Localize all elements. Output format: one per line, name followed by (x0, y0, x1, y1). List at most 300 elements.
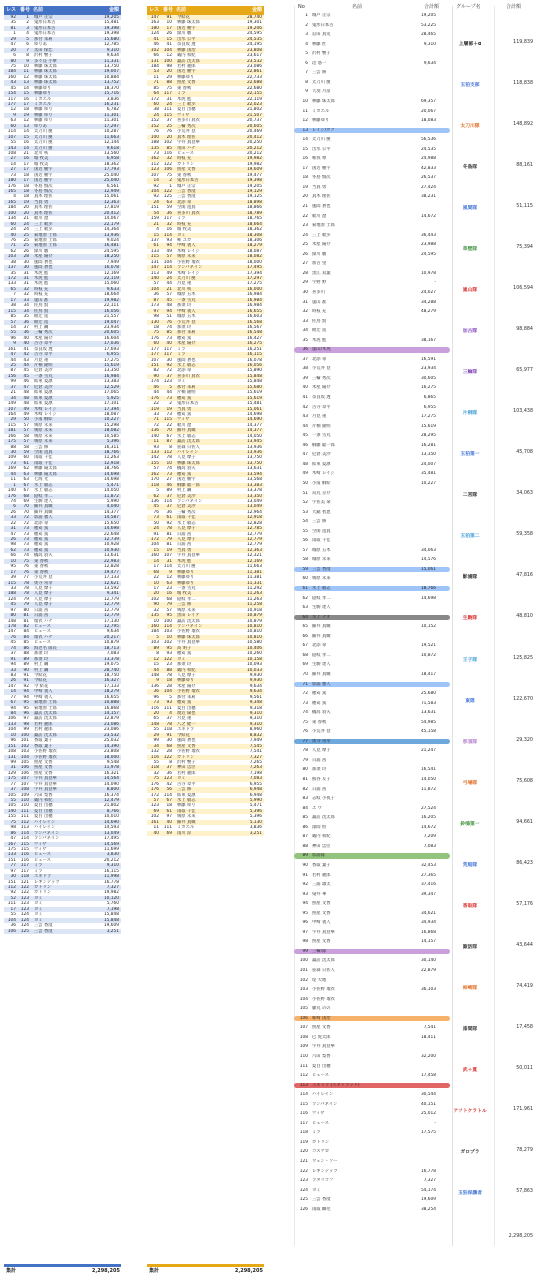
amount-cell: 3,830 (106, 852, 119, 858)
member-name: 三雲 修 (312, 519, 327, 525)
name-cell: 東 春秋 (34, 564, 49, 570)
name-cell: 木崎 レイジ (34, 406, 57, 412)
right-header-total[interactable]: 合計額 (424, 4, 440, 10)
amount-cell: 22,179 (103, 221, 119, 227)
member-row[interactable] (294, 70, 450, 75)
member-row[interactable] (294, 481, 450, 486)
left-ranking-table (4, 6, 121, 934)
res-cell: 45 (10, 602, 16, 608)
name-cell: 六田 梨香 (34, 792, 53, 798)
res-cell: 29 (10, 36, 16, 42)
member-row[interactable] (294, 529, 450, 534)
res-cell: 140 (150, 276, 159, 281)
amount-cell: 9,633 (106, 286, 119, 292)
group-name[interactable]: 影浦隊 (462, 575, 478, 581)
number-cell: 61 (166, 808, 172, 814)
amount-cell: 19,125 (246, 194, 262, 200)
member-total: 16,868 (420, 929, 436, 935)
res-cell: 136 (150, 428, 159, 434)
member-row[interactable] (294, 261, 450, 266)
group-name[interactable]: 弓場隊 (462, 780, 478, 786)
group-name[interactable]: アフトクラトル (453, 1108, 487, 1114)
member-name: 水上 敏志 (312, 586, 331, 591)
member-row[interactable] (294, 385, 450, 390)
number-cell: 67 (23, 482, 29, 488)
amount-cell: 17,495 (103, 836, 119, 842)
member-row[interactable] (294, 605, 450, 610)
name-cell: 菊地原 士郎 (34, 705, 57, 711)
member-row[interactable] (294, 767, 450, 772)
member-row[interactable] (294, 242, 450, 247)
member-row[interactable] (294, 958, 450, 963)
group-name[interactable]: 鈴鳴第一 (460, 821, 480, 827)
res-cell: 167 (7, 841, 16, 847)
number-cell: 14 (23, 129, 29, 135)
member-row[interactable] (294, 89, 450, 94)
group-name[interactable]: 冬島隊 (462, 165, 478, 171)
member-total: 38,167 (420, 337, 436, 343)
member-row[interactable] (294, 204, 450, 209)
member-row[interactable] (294, 853, 450, 858)
member-row[interactable] (294, 109, 450, 114)
member-name: 忍田 真史 (312, 32, 331, 38)
number-cell: 36 (166, 210, 172, 216)
group-name[interactable]: 上層部＋α (458, 42, 482, 47)
res-cell: 61 (153, 243, 159, 249)
member-row[interactable] (294, 42, 450, 47)
res-cell: 81 (10, 25, 16, 31)
name-cell: 鳩原 未来 (177, 607, 196, 613)
amount-cell: 7,327 (106, 885, 119, 890)
header-amount[interactable]: 金額 (251, 7, 262, 13)
member-row[interactable] (294, 911, 450, 916)
amount-cell: 11,301 (103, 118, 119, 124)
member-row[interactable] (294, 691, 450, 696)
member-name: レイジ/ガク (312, 127, 335, 133)
group-name[interactable]: 片桐隊 (462, 411, 478, 417)
member-row[interactable] (294, 128, 450, 133)
member-name: 出水 公平 (312, 146, 331, 152)
member-row[interactable] (294, 624, 450, 629)
res-cell: 91 (10, 656, 16, 662)
number-cell: 20 (23, 205, 29, 211)
res-cell: 11 (10, 477, 16, 483)
member-row[interactable] (294, 863, 450, 868)
member-row[interactable] (294, 1102, 450, 1107)
member-name: 藤丸 のの (312, 1006, 331, 1012)
member-row[interactable] (294, 500, 450, 505)
member-row[interactable] (294, 1054, 450, 1059)
number-cell: 20 (166, 69, 172, 75)
member-row[interactable] (294, 920, 450, 925)
res-cell: 46 (153, 42, 159, 48)
member-row[interactable] (294, 1197, 450, 1202)
member-row[interactable] (294, 567, 450, 572)
number-cell: 111 (20, 808, 29, 814)
member-row[interactable] (294, 510, 450, 515)
member-row[interactable] (294, 796, 450, 801)
number-cell: 21 (23, 216, 29, 222)
member-row[interactable] (294, 252, 450, 257)
member-row[interactable] (294, 462, 450, 467)
member-total: 36,443 (420, 232, 436, 238)
header-name[interactable]: 名前 (176, 7, 187, 13)
member-row[interactable] (294, 214, 450, 219)
left-total-label: 集計 (6, 1268, 17, 1274)
member-row[interactable] (294, 662, 450, 667)
member-row[interactable] (294, 1064, 450, 1069)
res-cell: 175 (7, 776, 16, 782)
member-row[interactable] (294, 710, 450, 715)
member-row[interactable] (294, 471, 450, 476)
amount-cell: 15,619 (103, 363, 119, 368)
number-cell: 123 (20, 895, 29, 901)
member-row[interactable] (294, 452, 450, 457)
member-name: 柿崎 国治 (312, 1015, 331, 1021)
amount-cell: 24,595 (103, 248, 119, 254)
member-number: 102 (299, 977, 308, 983)
member-row[interactable] (294, 80, 450, 85)
amount-cell: 16,567 (246, 324, 262, 330)
member-row[interactable] (294, 1016, 450, 1021)
group-name[interactable]: 王子隊 (462, 657, 478, 663)
header-amount[interactable]: 金額 (108, 7, 119, 13)
member-row[interactable] (294, 137, 450, 142)
member-row[interactable] (294, 1140, 450, 1145)
member-row[interactable] (294, 548, 450, 553)
amount-cell: 11,872 (103, 493, 119, 499)
amount-cell: 15,890 (246, 368, 262, 374)
amount-cell: 7,327 (249, 754, 262, 760)
amount-cell: 14,090 (103, 781, 119, 787)
group-name[interactable]: 荒船隊 (462, 862, 478, 868)
member-name: 生駒 達人 (312, 605, 331, 611)
amount-cell: 15,061 (246, 406, 262, 412)
member-total: 71,583 (420, 700, 436, 706)
group-name[interactable]: 玉狛保護者 (458, 1190, 482, 1196)
header-res[interactable]: レス (149, 7, 159, 13)
member-row[interactable] (294, 424, 450, 429)
member-row[interactable] (294, 32, 450, 37)
member-row[interactable] (294, 357, 450, 362)
member-name: 若村 麓郎 (312, 872, 331, 878)
member-row[interactable] (294, 443, 450, 448)
res-cell: 177 (150, 352, 159, 358)
number-cell: 25 (23, 237, 29, 243)
group-name[interactable]: 東隊 (465, 698, 475, 704)
right-header-group-total[interactable]: 合計額 (506, 4, 522, 10)
res-cell: 21 (153, 221, 159, 227)
name-cell: ランバネイン (177, 624, 203, 629)
member-row[interactable] (294, 328, 450, 333)
number-cell: 109 (20, 792, 29, 798)
res-cell: 33 (10, 585, 16, 591)
group-name[interactable]: 香取隊 (462, 903, 478, 909)
header-number[interactable]: 番号 (20, 7, 31, 13)
number-cell: 115 (163, 417, 172, 423)
member-number: 45 (302, 433, 308, 439)
number-cell: 5 (169, 694, 172, 700)
member-row[interactable] (294, 414, 450, 419)
member-number: 77 (302, 738, 308, 744)
member-row[interactable] (294, 586, 450, 591)
number-cell: 125 (163, 194, 172, 200)
member-row[interactable] (294, 175, 450, 180)
member-row[interactable] (294, 643, 450, 648)
member-row[interactable] (294, 1188, 450, 1193)
member-row[interactable] (294, 51, 450, 56)
number-cell: 2 (169, 401, 172, 407)
number-cell: 29 (166, 74, 172, 80)
table-row[interactable] (147, 831, 264, 836)
left-total-value: 2,298,205 (91, 1268, 120, 1274)
amount-cell: 16,984 (246, 292, 262, 298)
member-row[interactable] (294, 930, 450, 935)
res-cell: 20 (10, 47, 16, 53)
number-cell: 23 (166, 662, 172, 668)
member-row[interactable] (294, 309, 450, 314)
group-name[interactable]: 太刀川隊 (460, 124, 480, 130)
member-name: 綾辻 遥 (312, 328, 327, 334)
member-row[interactable] (294, 395, 450, 400)
member-row[interactable] (294, 1149, 450, 1154)
member-row[interactable] (294, 787, 450, 792)
member-row[interactable] (294, 366, 450, 371)
member-row[interactable] (294, 834, 450, 839)
member-row[interactable] (294, 538, 450, 543)
member-total (388, 538, 438, 543)
member-row[interactable] (294, 491, 450, 496)
header-res[interactable]: レス (6, 7, 16, 13)
member-row[interactable] (294, 1111, 450, 1116)
member-row[interactable] (294, 729, 450, 734)
member-row[interactable] (294, 701, 450, 706)
member-row[interactable] (294, 156, 450, 161)
group-name[interactable]: 玉狛第二 (460, 534, 480, 540)
member-number: 35 (302, 337, 308, 343)
group-name[interactable]: 生駒隊 (462, 616, 478, 622)
header-name[interactable]: 名前 (33, 7, 44, 13)
name-cell: 照屋 文香 (177, 167, 196, 173)
member-row[interactable] (294, 99, 450, 104)
member-row[interactable] (294, 290, 450, 295)
member-number: 48 (302, 461, 308, 467)
member-row[interactable] (294, 1035, 450, 1040)
member-row[interactable] (294, 347, 450, 352)
member-row[interactable] (294, 901, 450, 906)
member-row[interactable] (294, 653, 450, 658)
member-row[interactable] (294, 376, 450, 381)
group-name[interactable]: 加古隊 (462, 329, 478, 335)
number-cell: 79 (166, 537, 172, 542)
member-row[interactable] (294, 720, 450, 725)
amount-cell: 16,078 (246, 357, 262, 363)
member-row[interactable] (294, 13, 450, 18)
member-row[interactable] (294, 987, 450, 992)
amount-cell: 14,690 (103, 819, 119, 825)
member-row[interactable] (294, 672, 450, 677)
group-name[interactable]: 那須隊 (462, 739, 478, 745)
member-total: 19,521 (420, 643, 436, 649)
res-cell: 155 (7, 814, 16, 820)
member-row[interactable] (294, 949, 450, 954)
member-row[interactable] (294, 223, 450, 228)
name-cell: 穂苅 篤 (177, 395, 192, 401)
res-cell: 112 (7, 885, 16, 890)
member-row[interactable] (294, 873, 450, 878)
name-cell: 照屋 文香 (177, 80, 196, 86)
name-cell: 宇井 真登華 (34, 787, 57, 793)
name-cell: 穂苅 篤 (177, 700, 192, 706)
name-cell: 奈良坂 透 (34, 346, 53, 352)
member-row[interactable] (294, 939, 450, 944)
group-name[interactable]: 玉狛支部 (460, 83, 480, 89)
member-row[interactable] (294, 739, 450, 744)
member-row[interactable] (294, 844, 450, 849)
number-cell: 93 (166, 651, 172, 657)
member-name: 六田 梨香 (312, 1053, 331, 1059)
member-total (388, 261, 438, 266)
member-row[interactable] (294, 978, 450, 983)
member-row[interactable] (294, 1083, 450, 1088)
amount-cell: 10,918 (246, 607, 262, 613)
member-number: 81 (302, 777, 308, 782)
member-row[interactable] (294, 557, 450, 562)
number-cell: 8 (169, 759, 172, 765)
name-cell: エネドラ (34, 874, 52, 880)
member-row[interactable] (294, 300, 450, 305)
group-name[interactable]: 三輪隊 (462, 370, 478, 376)
member-row[interactable] (294, 1044, 450, 1049)
member-row[interactable] (294, 1159, 450, 1164)
name-cell: ヨミ (177, 379, 186, 385)
member-row[interactable] (294, 338, 450, 343)
member-name: 照屋 文香 (312, 901, 331, 907)
member-row[interactable] (294, 319, 450, 324)
member-row[interactable] (294, 1006, 450, 1011)
member-row[interactable] (294, 118, 450, 123)
member-number: 98 (302, 939, 308, 945)
member-row[interactable] (294, 1092, 450, 1097)
group-name[interactable]: 柿崎隊 (462, 985, 478, 991)
member-row[interactable] (294, 1178, 450, 1183)
group-name[interactable]: 二宮隊 (462, 493, 478, 499)
amount-cell: 3,251 (249, 830, 262, 836)
res-cell: 166 (7, 433, 16, 439)
amount-cell: 11,331 (246, 580, 262, 586)
number-cell: 118 (163, 727, 172, 733)
name-cell: 林藤ゆり (177, 74, 195, 80)
group-name[interactable]: 嵐山隊 (462, 288, 478, 294)
res-cell: 73 (153, 150, 159, 156)
member-row[interactable] (294, 748, 450, 753)
member-row[interactable] (294, 23, 450, 28)
number-cell: 73 (166, 335, 172, 341)
name-cell: 三輪 秀次 (34, 330, 53, 336)
res-cell: 100 (7, 210, 16, 216)
table-row[interactable] (4, 929, 121, 934)
member-row[interactable] (294, 233, 450, 238)
name-cell: 諏訪 洸太郎 (34, 732, 57, 738)
member-number: 52 (302, 500, 308, 506)
name-cell: 穂苅 篤 (34, 537, 49, 542)
member-row[interactable] (294, 882, 450, 887)
number-cell: 9 (169, 569, 172, 575)
member-row[interactable] (294, 997, 450, 1002)
member-row[interactable] (294, 166, 450, 171)
group-name[interactable]: 漆間隊 (462, 1026, 478, 1032)
group-total: 119,839 (513, 40, 533, 45)
number-cell: 113 (20, 825, 29, 831)
member-row[interactable] (294, 806, 450, 811)
member-name: 林藤 珠太郎 (312, 98, 335, 104)
group-name[interactable]: 草壁隊 (462, 247, 478, 253)
group-name[interactable]: ガロプラ (460, 1149, 480, 1155)
res-cell: 131 (7, 754, 16, 760)
res-cell: 163 (150, 20, 159, 26)
res-cell: 177 (7, 102, 16, 107)
amount-cell: 20,605 (246, 123, 262, 129)
member-row[interactable] (294, 1130, 450, 1135)
group-name[interactable]: 風間隊 (462, 206, 478, 212)
member-row[interactable] (294, 634, 450, 639)
member-row[interactable] (294, 1025, 450, 1030)
right-header-name[interactable]: 名前 (352, 4, 363, 10)
member-row[interactable] (294, 147, 450, 152)
member-number: 75 (302, 719, 308, 725)
member-row[interactable] (294, 892, 450, 897)
group-name[interactable]: 玉狛第一 (460, 452, 480, 458)
member-row[interactable] (294, 1073, 450, 1078)
member-row[interactable] (294, 280, 450, 285)
res-cell: 147 (7, 683, 16, 689)
number-cell: 80 (23, 607, 29, 613)
member-row[interactable] (294, 1121, 450, 1126)
member-row[interactable] (294, 758, 450, 763)
res-cell: 76 (153, 509, 159, 515)
member-row[interactable] (294, 968, 450, 973)
member-row[interactable] (294, 271, 450, 276)
number-cell: 122 (163, 161, 172, 167)
member-row[interactable] (294, 615, 450, 620)
member-row[interactable] (294, 1207, 450, 1212)
member-row[interactable] (294, 519, 450, 524)
member-row[interactable] (294, 61, 450, 66)
member-row[interactable] (294, 682, 450, 687)
member-row[interactable] (294, 596, 450, 601)
member-row[interactable] (294, 1169, 450, 1174)
group-name[interactable]: 諏訪隊 (462, 944, 478, 950)
member-row[interactable] (294, 433, 450, 438)
right-header-no[interactable]: No (298, 4, 305, 10)
header-number[interactable]: 番号 (163, 7, 174, 13)
number-cell: 43 (23, 357, 29, 363)
member-number: 9 (305, 89, 308, 95)
member-row[interactable] (294, 777, 450, 782)
number-cell: 14 (23, 85, 29, 91)
group-name[interactable]: 武＋夏 (462, 1067, 478, 1073)
name-cell: ヨミ (34, 912, 43, 918)
member-row[interactable] (294, 194, 450, 199)
member-row[interactable] (294, 576, 450, 581)
number-cell: 40 (23, 341, 29, 347)
member-row[interactable] (294, 185, 450, 190)
right-header-group[interactable]: グループ名 (456, 4, 481, 10)
member-row[interactable] (294, 825, 450, 830)
member-row[interactable] (294, 405, 450, 410)
member-row[interactable] (294, 815, 450, 820)
member-number: 33 (302, 318, 308, 324)
